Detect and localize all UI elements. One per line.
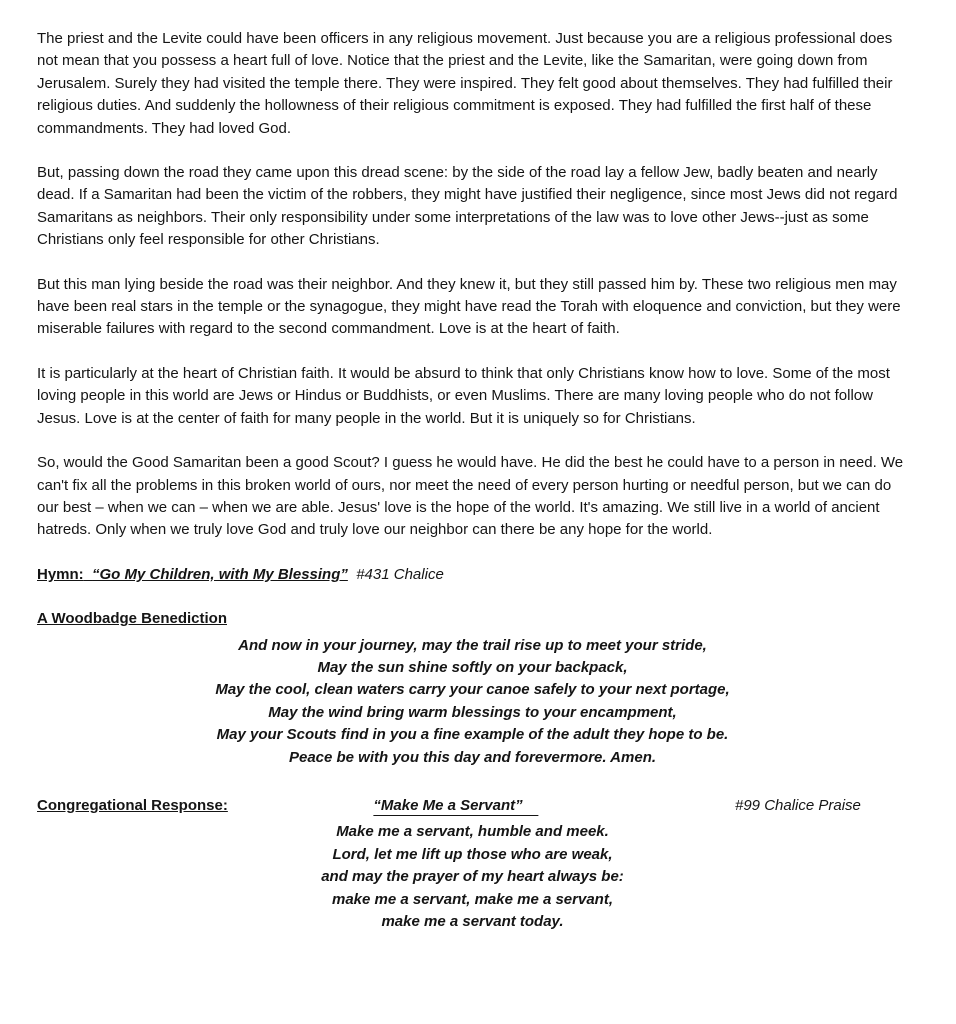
benediction-line-5: May your Scouts find in you a fine example of the adult they hope to be. xyxy=(216,726,729,744)
benediction-line-1: And now in your journey, may the trail rise up to meet your stride, xyxy=(238,636,707,654)
body-paragraph-4: It is particularly at the heart of Christian faith. It would be absurd to think that only Christians know how to love. Some of the most loving people in this world are Jews or Hindus or Buddhists, or even Muslims. There are many loving people who do not follow Jesus. Love is at the center of faith for many people in the world. But it is uniquely so for Christians. xyxy=(37,364,890,427)
benediction-line-2: May the sun shine softly on your backpack, xyxy=(317,658,628,676)
response-label: Congregational Response: xyxy=(37,796,228,814)
response-title: “Make Me a Servant” xyxy=(373,795,538,817)
song-line-5: make me a servant today. xyxy=(381,912,564,930)
benediction-heading: A Woodbadge Benediction xyxy=(37,610,227,628)
hymn-title: “Go My Children, with My Blessing” xyxy=(92,565,348,583)
song-line-3: and may the prayer of my heart always be: xyxy=(321,868,624,886)
song-line-2: Lord, let me lift up those who are weak, xyxy=(332,845,613,863)
benediction-line-6: Peace be with you this day and forevermore. Amen. xyxy=(288,748,657,766)
hymn-line xyxy=(37,564,908,586)
body-paragraph-2: But, passing down the road they came upon this dread scene: by the side of the road lay a fellow Jew, badly beaten and nearly dead. If a Samaritan had been the victim of the robbers, they might have justified their negligence, since most Jews did not regard Samaritans as neighbors. Their only responsibility under some interpretations of the law was to love other Jews--just as some Christians only feel responsible for other Christians. xyxy=(37,164,898,249)
benediction-line-4: May the wind bring warm blessings to your encampment, xyxy=(268,703,677,721)
body-paragraph-5: So, would the Good Samaritan been a good Scout? I guess he would have. He did the best he could have to a person in need. We can't fix all the problems in this broken world of ours, nor meet the need of every person hurting or needful person, but we can do our best – when we can – when we are able. Jesus' love is the hope of the world. It's amazing. We still live in a world of ancient hatreds. Only when we truly love God and truly love our neighbor can there be any hope for the world. xyxy=(37,454,904,539)
congregational-response-row xyxy=(37,795,908,817)
hymn-reference: #431 Chalice xyxy=(356,565,444,583)
benediction-poem xyxy=(37,635,908,769)
body-paragraph-3: But this man lying beside the road was their neighbor. And they knew it, but they still passed him by. These two religious men may have been real stars in the temple or the synagogue, they might have read the Torah with eloquence and conviction, but they were miserable failures with regard to the second commandment. Love is at the heart of faith. xyxy=(37,275,901,338)
song-line-1: Make me a servant, humble and meek. xyxy=(336,823,609,841)
servant-song xyxy=(37,821,908,933)
hymn-label: Hymn: xyxy=(37,565,84,583)
response-reference: #99 Chalice Praise xyxy=(735,796,861,814)
song-line-4: make me a servant, make me a servant, xyxy=(331,890,613,908)
benediction-line-3: May the cool, clean waters carry your canoe safely to your next portage, xyxy=(215,681,730,699)
body-paragraph-1: The priest and the Levite could have been officers in any religious movement. Just because you are a religious professional does not mean that you possess a heart full of love. Notice that the priest and the Levite, like the Samaritan, were going down from Jerusalem. Surely they had visited the temple there. They were inspired. They felt good about themselves. They had fulfilled their religious duties. And suddenly the hollowness of their religious commitment is exposed. They had fulfilled the first half of these commandments. They had loved God. xyxy=(37,30,893,137)
